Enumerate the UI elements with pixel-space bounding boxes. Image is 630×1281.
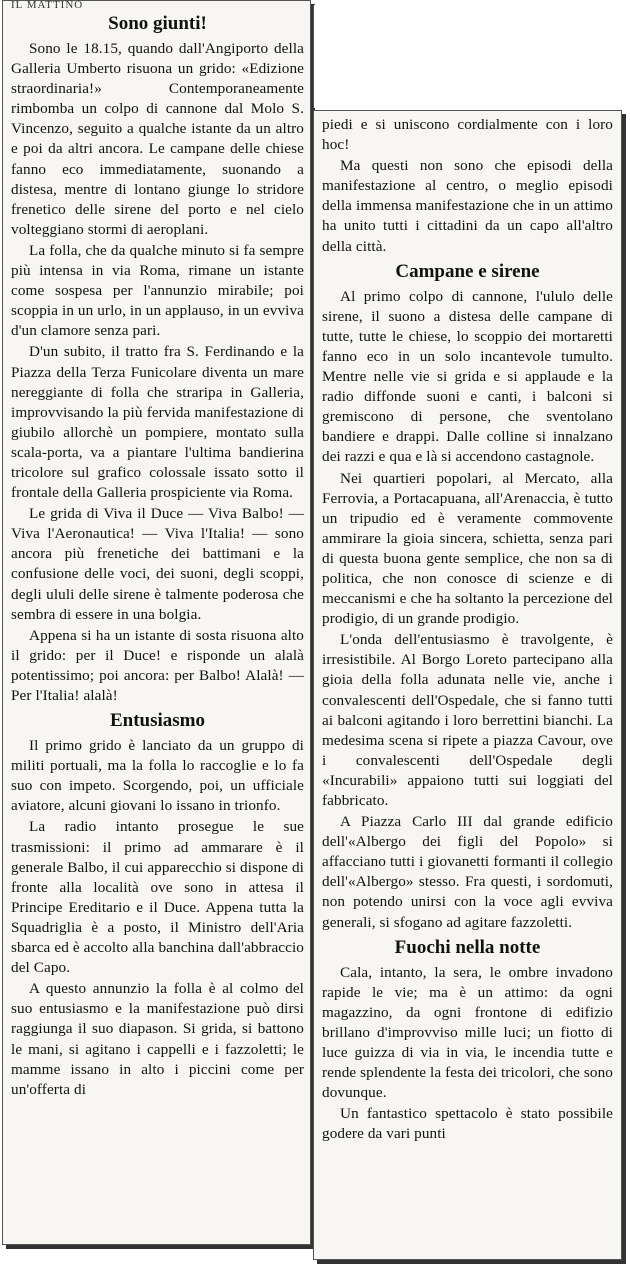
blank-margin <box>313 5 622 108</box>
paragraph: A Piazza Carlo III dal grande edificio dell'«Albergo dei figli del Popolo» si affacciano tutti i giovanetti formanti il collegio dell'«Albergo» stesso. Fra questi, i sordomuti, non potendo unirsi con la voce agli evviva generali, si sfogano ad agitare fazzoletti. <box>322 813 613 931</box>
paragraph: Appena si ha un istante di sosta risuona alto il grido: per il Duce! e risponde un alalà potentissimo; poi ancora: per Balbo! Alalà! — Per l'Italia! alalà! <box>11 626 304 704</box>
paragraph: La folla, che da qualche minuto si fa sempre più intensa in via Roma, rimane un istante come sospesa per l'annunzio mirabile; poi scoppia in un urlo, in un applauso, in un evviva d'un clamore senza pari. <box>11 241 304 340</box>
paragraph: Al primo colpo di cannone, l'ululo delle sirene, il suono a distesa delle campane di tutte, tutte le chiese, lo scoppio dei mortaretti fanno eco in un solo incantevole tumulto. Mentre nelle vie si grida e si applaude e la radio diffonde suoni e canti, i balconi si gremiscono di persone, che sventolano bandiere e drappi. Dalle colline si innalzano dei razzi e qua e là si accendono castagnole. <box>322 287 613 466</box>
paragraph: La radio intanto prosegue le sue trasmissioni: il primo ad ammarare è il generale Balbo, il cui apparecchio si dispone di fronte alla località ove sono in attesa il Principe Ereditario e il Duce. Appena tutta la Squadriglia è a posto, il Ministro dell'Aria sbarca ed è accolto alla banchina dall'abbraccio del Capo. <box>11 818 304 977</box>
paragraph: L'onda dell'entusiasmo è travolgente, è irresistibile. Al Borgo Loreto partecipano alla gioia della folla adunata nelle vie, anche i convalescenti dell'Ospedale, che si fanno tutti ai balconi agitando i loro berrettini bianchi. La medesima scena si ripete a piazza Cavour, ove i convalescenti dell'Ospedale degli «Incurabili» appaiono tutti sui loggiati del fabbricato. <box>322 631 613 809</box>
paragraph: A questo annunzio la folla è al colmo del suo entusiasmo e la manifestazione può dirsi raggiunga il suo diapason. Si grida, si battono le mani, si agitano i cappelli e i fazzoletti; le mamme issano in alto i piccini come per un'offerta di <box>11 980 304 1098</box>
heading-sono-giunti: Sono giunti! <box>108 13 207 34</box>
paragraph: Un fantastico spettacolo è stato possibile godere da vari punti <box>322 1105 613 1143</box>
paragraph: Cala, intanto, la sera, le ombre invadono rapide le vie; ma è un attimo: da ogni magazzino, da ogni frontone di edifizio brillano d'improvviso mille luci; un fiotto di luce guizza di via in via, le incendia tutte e rende splendente la festa dei tricolori, che sono dovunque. <box>322 963 613 1102</box>
paragraph: Il primo grido è lanciato da un gruppo di militi portuali, ma la folla lo raccoglie e lo fa suo con impeto. Scorgendo, poi, un ufficiale aviatore, alcuni giovani lo issano in trionfo. <box>11 737 304 815</box>
paragraph: Sono le 18.15, quando dall'Angiporto della Galleria Umberto risuona un grido: «Edizione straordinaria!» Contemporaneamente rimbomba un colpo di cannone dal Molo S. Vincenzo, seguito a qualche istante da un altro e poi da altri ancora. Le campane delle chiese fanno eco immediatamente, suonando a distesa, mentre di lontano giunge lo stridore frenetico delle sirene del porto e nel cielo volteggiano stormi di aeroplani. <box>11 40 304 238</box>
paragraph: Nei quartieri popolari, al Mercato, alla Ferrovia, a Portacapuana, all'Arenaccia, è tutto un tripudio ed è veramente commovente ammirare la gioia sincera, schietta, senza pari di questa buona gente semplice, che non sa di politica, che non conosce di scienze e di meccanismi e che ha soltanto la percezione del prodigio, di un grande prodigio. <box>322 469 613 628</box>
paragraph: Le grida di Viva il Duce — Viva Balbo! — Viva l'Aeronautica! — Viva l'Italia! — sono ancora più frenetiche dei battimani e la confusione delle voci, dei suoni, degli scoppi, degli ululi delle sirene è talmente poderosa che sembra di essere in una bolgia. <box>11 505 304 623</box>
paragraph: D'un subito, il tratto fra S. Ferdinando e la Piazza della Terza Funicolare diventa un mare nereggiante di folla che straripa in Galleria, improvvisando la più fervida manifestazione di giubilo allorchè un pompiere, montato sulla scala-porta, va a piantare l'ultima bandierina tricolore sul grafico colossale issato sotto il frontale della Galleria prospiciente via Roma. <box>11 343 304 502</box>
masthead-fragment: IL MATTINO <box>11 0 84 9</box>
heading-fuochi-nella-notte: Fuochi nella notte <box>394 936 541 958</box>
heading-campane-e-sirene: Campane e sirene <box>395 260 540 282</box>
right-clipping <box>313 110 622 1260</box>
heading-entusiasmo: Entusiasmo <box>109 710 206 732</box>
left-clipping <box>2 0 311 1245</box>
paragraph: Ma questi non sono che episodi della manifestazione al centro, o meglio episodi della immensa manifestazione che in un attimo ha unito tutti i cittadini da un capo all'altro della città. <box>322 157 613 255</box>
paragraph: piedi e si uniscono cordialmente con i loro hoc! <box>322 116 613 154</box>
